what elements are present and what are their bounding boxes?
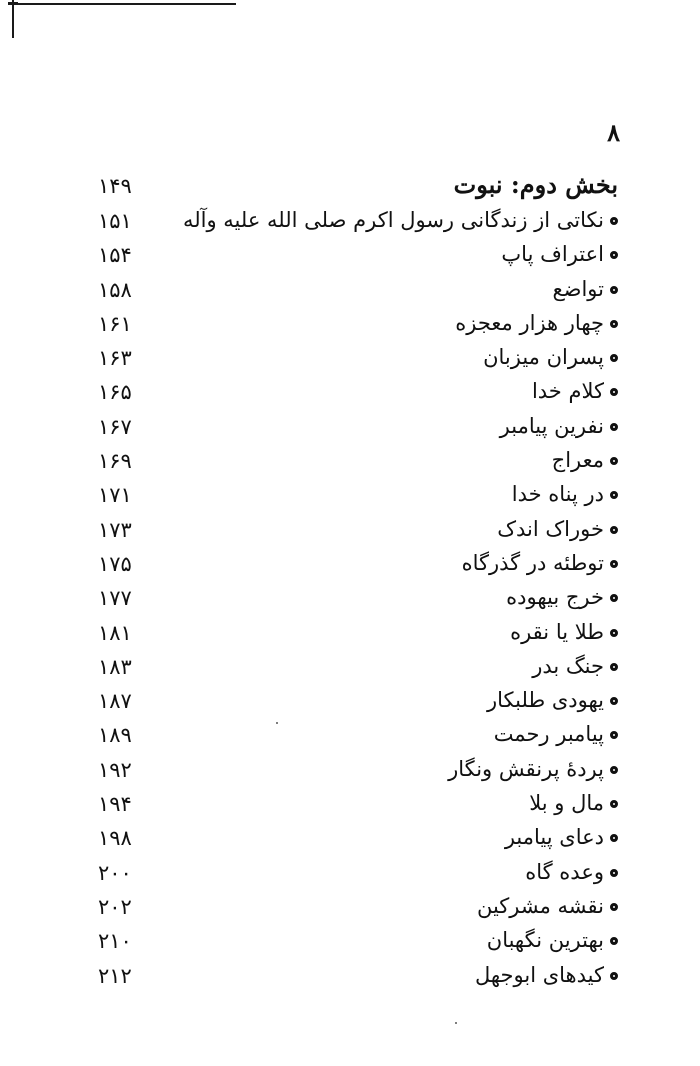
bullet-icon: [610, 354, 618, 362]
bullet-icon: [610, 800, 618, 808]
toc-entry: [90, 342, 618, 376]
toc-entry-title: وعده گاه: [525, 859, 604, 884]
section-heading: بخش دوم: نبوت: [453, 170, 618, 199]
toc-entry-page-number: ۱۷۱: [98, 483, 132, 508]
toc-entry-title: نفرین پیامبر: [499, 413, 604, 438]
bullet-icon: [610, 286, 618, 294]
toc-entry-page-number: ۱۶۷: [98, 414, 132, 439]
bullet-icon: [610, 560, 618, 568]
bullet-icon: [610, 697, 618, 705]
bullet-icon: [610, 251, 618, 259]
toc-entry-title: نقشه مشرکین: [476, 893, 604, 918]
toc-entry: [90, 514, 618, 548]
toc-entry-page-number: ۱۵۱: [98, 209, 132, 233]
toc-entry: [90, 925, 618, 959]
toc-entry-title: پیامبر رحمت: [493, 722, 604, 747]
page-number: ۸: [607, 118, 620, 147]
bullet-icon: [610, 972, 618, 980]
bullet-icon: [610, 388, 618, 396]
toc-entry: [90, 582, 618, 616]
toc-entry-page-number: ۱۶۹: [98, 449, 132, 474]
toc-entry: [90, 788, 618, 822]
toc-entry-page-number: ۱۹۴: [98, 792, 132, 817]
toc-entry-title: دعای پیامبر: [504, 825, 604, 850]
bullet-icon: [610, 629, 618, 637]
toc-entry-title: طلا یا نقره: [510, 619, 604, 644]
bullet-icon: [610, 526, 618, 534]
bullet-icon: [610, 869, 618, 877]
toc-entry-title: خوراک اندک: [497, 516, 604, 541]
bullet-icon: [610, 834, 618, 842]
bullet-icon: [610, 766, 618, 774]
toc-entry: [90, 960, 618, 994]
toc-entry-title: کیدهای ابوجهل: [474, 962, 604, 987]
toc-entry: [90, 617, 618, 651]
toc-entry-page-number: ۲۰۰: [98, 860, 132, 885]
toc-entry: [90, 719, 618, 753]
section-page-number: ۱۴۹: [98, 174, 132, 198]
toc-entry: [90, 479, 618, 513]
scan-edge-mark: [8, 0, 18, 38]
toc-entry-title: تواضع: [552, 276, 604, 301]
toc-entry-title: خرج بیهوده: [506, 585, 604, 610]
bullet-icon: [610, 903, 618, 911]
toc-entry-title: پردهٔ پرنقش ونگار: [448, 756, 604, 781]
toc-entry: [90, 411, 618, 445]
toc-entry-page-number: ۱۷۷: [98, 586, 132, 611]
toc-entry-title: در پناه خدا: [511, 482, 604, 507]
bullet-icon: [610, 491, 618, 499]
toc-entry-title: مال و بلا: [529, 791, 604, 816]
toc-entry-title: اعتراف پاپ: [501, 242, 604, 267]
toc-entry-page-number: ۱۹۸: [98, 826, 132, 851]
toc-entry: [90, 205, 618, 239]
scan-speck: [455, 1022, 457, 1024]
toc-entry-page-number: ۱۷۳: [98, 517, 132, 542]
toc-entry-title: کلام خدا: [531, 379, 604, 404]
toc-entry-page-number: ۲۱۰: [98, 929, 132, 954]
toc-entry-title: معراج: [551, 448, 604, 473]
toc-entry: [90, 445, 618, 479]
toc-entry: [90, 239, 618, 273]
toc-entry: [90, 754, 618, 788]
toc-entry: [90, 651, 618, 685]
toc-entry-title: توطئه در گذرگاه: [461, 550, 604, 575]
bullet-icon: [610, 594, 618, 602]
toc-entry-page-number: ۱۷۵: [98, 551, 132, 576]
bullet-icon: [610, 423, 618, 431]
toc-entry-page-number: ۱۸۹: [98, 723, 132, 748]
bullet-icon: [610, 457, 618, 465]
toc-entry-page-number: ۱۸۷: [98, 689, 132, 714]
toc-entry-title: یهودی طلبکار: [487, 688, 604, 713]
toc-entry-title: نکاتی از زندگانی رسول اکرم صلی الله علیه وآله: [182, 208, 604, 232]
toc-entry-title: چهار هزار معجزه: [455, 310, 604, 335]
toc-entry-page-number: ۱۵۸: [98, 277, 132, 302]
table-of-contents: [90, 205, 618, 994]
toc-entry-page-number: ۱۸۳: [98, 654, 132, 679]
toc-entry: [90, 822, 618, 856]
scan-speck: [276, 722, 278, 724]
toc-entry: [90, 685, 618, 719]
toc-entry-page-number: ۱۶۵: [98, 380, 132, 405]
toc-entry: [90, 891, 618, 925]
toc-entry: [90, 274, 618, 308]
toc-entry-page-number: ۲۱۲: [98, 963, 132, 988]
toc-entry: [90, 308, 618, 342]
toc-entry-title: بهترین نگهبان: [486, 928, 604, 953]
toc-entry: [90, 857, 618, 891]
toc-entry-page-number: ۲۰۲: [98, 894, 132, 919]
toc-entry-page-number: ۱۶۱: [98, 311, 132, 336]
bullet-icon: [610, 320, 618, 328]
toc-entry-page-number: ۱۸۱: [98, 620, 132, 645]
toc-entry-title: پسران میزبان: [483, 345, 604, 370]
toc-entry-page-number: ۱۹۲: [98, 757, 132, 782]
bullet-icon: [610, 217, 618, 225]
toc-entry: [90, 548, 618, 582]
bullet-icon: [610, 731, 618, 739]
toc-entry-title: جنگ بدر: [532, 653, 604, 678]
toc-entry-page-number: ۱۵۴: [98, 243, 132, 268]
bullet-icon: [610, 663, 618, 671]
toc-entry: [90, 376, 618, 410]
bullet-icon: [610, 937, 618, 945]
scan-top-edge-line: [8, 3, 236, 5]
toc-entry-page-number: ۱۶۳: [98, 346, 132, 371]
